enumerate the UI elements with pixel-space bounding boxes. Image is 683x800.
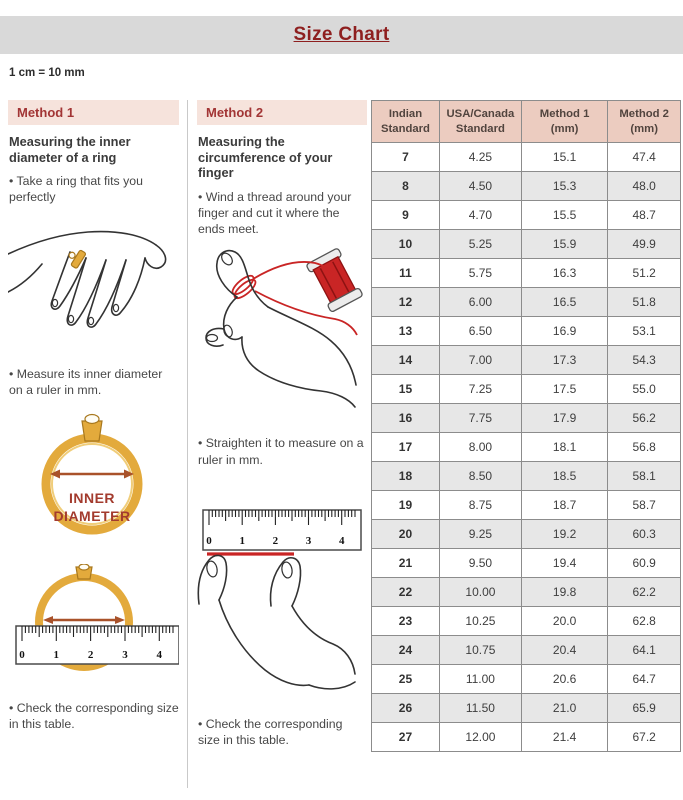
cell-method2-mm: 53.1 bbox=[608, 317, 681, 346]
cell-method1-mm: 16.3 bbox=[521, 259, 608, 288]
cell-indian-standard: 21 bbox=[372, 549, 440, 578]
method-2-step-2: • Straighten it to measure on a ruler in mm. bbox=[198, 436, 364, 467]
cell-method1-mm: 19.2 bbox=[521, 520, 608, 549]
ruler-number: 1 bbox=[239, 534, 245, 547]
ring-inner-diameter-illustration bbox=[8, 404, 179, 556]
table-row bbox=[372, 433, 681, 462]
cell-method2-mm: 64.7 bbox=[608, 665, 681, 694]
cell-method2-mm: 58.7 bbox=[608, 491, 681, 520]
cell-method1-mm: 16.9 bbox=[521, 317, 608, 346]
col-header-usa-canada-standard: USA/Canada Standard bbox=[439, 101, 521, 143]
table-row bbox=[372, 549, 681, 578]
cell-indian-standard: 27 bbox=[372, 723, 440, 752]
cell-usa-canada-standard: 6.00 bbox=[439, 288, 521, 317]
cell-method1-mm: 19.8 bbox=[521, 578, 608, 607]
cell-method1-mm: 20.4 bbox=[521, 636, 608, 665]
cell-usa-canada-standard: 9.25 bbox=[439, 520, 521, 549]
cell-method1-mm: 16.5 bbox=[521, 288, 608, 317]
method-2-section bbox=[197, 100, 367, 748]
cell-usa-canada-standard: 7.25 bbox=[439, 375, 521, 404]
cell-method2-mm: 48.7 bbox=[608, 201, 681, 230]
table-row bbox=[372, 143, 681, 172]
col-header-method2-mm: Method 2 (mm) bbox=[608, 101, 681, 143]
cell-method1-mm: 21.0 bbox=[521, 694, 608, 723]
cell-method1-mm: 21.4 bbox=[521, 723, 608, 752]
cell-indian-standard: 11 bbox=[372, 259, 440, 288]
cell-method2-mm: 49.9 bbox=[608, 230, 681, 259]
ruler-number: 0 bbox=[206, 534, 212, 547]
cell-method1-mm: 19.4 bbox=[521, 549, 608, 578]
table-row bbox=[372, 230, 681, 259]
cell-method1-mm: 17.9 bbox=[521, 404, 608, 433]
ruler-number: 3 bbox=[305, 534, 312, 547]
cell-usa-canada-standard: 11.00 bbox=[439, 665, 521, 694]
table-row bbox=[372, 172, 681, 201]
cell-method1-mm: 17.5 bbox=[521, 375, 608, 404]
method-1-heading: Method 1 bbox=[8, 100, 179, 125]
cell-method2-mm: 55.0 bbox=[608, 375, 681, 404]
method-2-subheading: Measuring the circumference of your finger bbox=[198, 134, 333, 181]
cell-usa-canada-standard: 10.75 bbox=[439, 636, 521, 665]
cell-indian-standard: 19 bbox=[372, 491, 440, 520]
cell-method1-mm: 15.5 bbox=[521, 201, 608, 230]
cell-usa-canada-standard: 7.75 bbox=[439, 404, 521, 433]
method-2-step-3: • Check the corresponding size in this table. bbox=[198, 716, 343, 748]
cell-indian-standard: 17 bbox=[372, 433, 440, 462]
ruler-number: 1 bbox=[53, 649, 60, 662]
cell-method2-mm: 62.2 bbox=[608, 578, 681, 607]
cell-indian-standard: 12 bbox=[372, 288, 440, 317]
ring-size-table bbox=[371, 100, 681, 752]
scale-note: 1 cm = 10 mm bbox=[9, 67, 85, 79]
table-header-row bbox=[372, 101, 681, 143]
cell-method2-mm: 65.9 bbox=[608, 694, 681, 723]
col-header-indian-standard: Indian Standard bbox=[372, 101, 440, 143]
cell-indian-standard: 14 bbox=[372, 346, 440, 375]
table-row bbox=[372, 375, 681, 404]
cell-method2-mm: 56.2 bbox=[608, 404, 681, 433]
cell-indian-standard: 20 bbox=[372, 520, 440, 549]
cell-usa-canada-standard: 10.25 bbox=[439, 607, 521, 636]
cell-method2-mm: 56.8 bbox=[608, 433, 681, 462]
hand-with-ring-illustration bbox=[8, 208, 179, 356]
thread-spool bbox=[306, 248, 363, 313]
table-row bbox=[372, 288, 681, 317]
method-2-step-1: • Wind a thread around your finger and cut it where the ends meet. bbox=[198, 189, 352, 237]
cell-method2-mm: 64.1 bbox=[608, 636, 681, 665]
size-table-section bbox=[371, 100, 681, 752]
ring-on-ruler-illustration bbox=[8, 564, 179, 690]
size-table-body bbox=[372, 143, 681, 752]
cell-usa-canada-standard: 5.75 bbox=[439, 259, 521, 288]
method-2-heading: Method 2 bbox=[197, 100, 367, 125]
col-header-method1-mm: Method 1 (mm) bbox=[521, 101, 608, 143]
cell-usa-canada-standard: 9.50 bbox=[439, 549, 521, 578]
table-row bbox=[372, 636, 681, 665]
cell-usa-canada-standard: 12.00 bbox=[439, 723, 521, 752]
cell-usa-canada-standard: 4.70 bbox=[439, 201, 521, 230]
method-1-subheading: Measuring the inner diameter of a ring bbox=[9, 134, 131, 165]
table-row bbox=[372, 520, 681, 549]
cell-usa-canada-standard: 8.00 bbox=[439, 433, 521, 462]
cell-indian-standard: 24 bbox=[372, 636, 440, 665]
table-row bbox=[372, 346, 681, 375]
table-row bbox=[372, 723, 681, 752]
cell-method2-mm: 60.3 bbox=[608, 520, 681, 549]
inner-diameter-label-line1: INNER bbox=[68, 490, 116, 507]
cell-method2-mm: 48.0 bbox=[608, 172, 681, 201]
table-row bbox=[372, 462, 681, 491]
inner-diameter-label-line2: DIAMETER bbox=[53, 508, 131, 525]
table-row bbox=[372, 491, 681, 520]
cell-indian-standard: 26 bbox=[372, 694, 440, 723]
cell-method1-mm: 15.3 bbox=[521, 172, 608, 201]
cell-method2-mm: 51.2 bbox=[608, 259, 681, 288]
column-divider bbox=[187, 100, 188, 788]
table-row bbox=[372, 201, 681, 230]
ruler-number: 0 bbox=[19, 649, 25, 662]
method-1-section bbox=[8, 100, 179, 733]
cell-indian-standard: 16 bbox=[372, 404, 440, 433]
table-row bbox=[372, 694, 681, 723]
cell-usa-canada-standard: 8.75 bbox=[439, 491, 521, 520]
cell-indian-standard: 23 bbox=[372, 607, 440, 636]
cell-indian-standard: 8 bbox=[372, 172, 440, 201]
table-row bbox=[372, 607, 681, 636]
ruler-number: 2 bbox=[87, 649, 94, 662]
table-row bbox=[372, 404, 681, 433]
cell-usa-canada-standard: 10.00 bbox=[439, 578, 521, 607]
title-banner bbox=[0, 16, 683, 54]
cell-method2-mm: 54.3 bbox=[608, 346, 681, 375]
cell-method1-mm: 15.9 bbox=[521, 230, 608, 259]
cell-indian-standard: 25 bbox=[372, 665, 440, 694]
cell-indian-standard: 10 bbox=[372, 230, 440, 259]
hand-with-thread-spool-illustration bbox=[197, 241, 367, 423]
cell-method1-mm: 18.1 bbox=[521, 433, 608, 462]
cell-method2-mm: 62.8 bbox=[608, 607, 681, 636]
thread-on-ruler-illustration bbox=[197, 484, 367, 698]
cell-method1-mm: 18.5 bbox=[521, 462, 608, 491]
cell-method1-mm: 15.1 bbox=[521, 143, 608, 172]
table-row bbox=[372, 665, 681, 694]
cell-method2-mm: 67.2 bbox=[608, 723, 681, 752]
cell-indian-standard: 7 bbox=[372, 143, 440, 172]
cell-indian-standard: 15 bbox=[372, 375, 440, 404]
table-row bbox=[372, 317, 681, 346]
cell-method1-mm: 17.3 bbox=[521, 346, 608, 375]
ruler-number: 4 bbox=[156, 649, 163, 662]
cell-method1-mm: 20.0 bbox=[521, 607, 608, 636]
ruler-number: 3 bbox=[122, 649, 128, 662]
cell-indian-standard: 9 bbox=[372, 201, 440, 230]
ruler-number: 2 bbox=[272, 534, 279, 547]
cell-usa-canada-standard: 6.50 bbox=[439, 317, 521, 346]
cell-indian-standard: 18 bbox=[372, 462, 440, 491]
table-row bbox=[372, 578, 681, 607]
cell-usa-canada-standard: 11.50 bbox=[439, 694, 521, 723]
cell-usa-canada-standard: 4.50 bbox=[439, 172, 521, 201]
cell-method2-mm: 47.4 bbox=[608, 143, 681, 172]
cell-usa-canada-standard: 4.25 bbox=[439, 143, 521, 172]
cell-method2-mm: 51.8 bbox=[608, 288, 681, 317]
cell-method1-mm: 18.7 bbox=[521, 491, 608, 520]
page-title: Size Chart bbox=[293, 24, 390, 45]
cell-indian-standard: 13 bbox=[372, 317, 440, 346]
method-1-step-3: • Check the corresponding size in this table. bbox=[9, 701, 179, 732]
cell-usa-canada-standard: 8.50 bbox=[439, 462, 521, 491]
cell-method2-mm: 60.9 bbox=[608, 549, 681, 578]
cell-usa-canada-standard: 7.00 bbox=[439, 346, 521, 375]
cell-method1-mm: 20.6 bbox=[521, 665, 608, 694]
table-row bbox=[372, 259, 681, 288]
ruler-number: 4 bbox=[338, 534, 345, 547]
cell-method2-mm: 58.1 bbox=[608, 462, 681, 491]
method-1-step-2: • Measure its inner diameter on a ruler in mm. bbox=[9, 366, 163, 397]
method-1-step-1: • Take a ring that fits you perfectly bbox=[9, 174, 143, 205]
cell-usa-canada-standard: 5.25 bbox=[439, 230, 521, 259]
cell-indian-standard: 22 bbox=[372, 578, 440, 607]
